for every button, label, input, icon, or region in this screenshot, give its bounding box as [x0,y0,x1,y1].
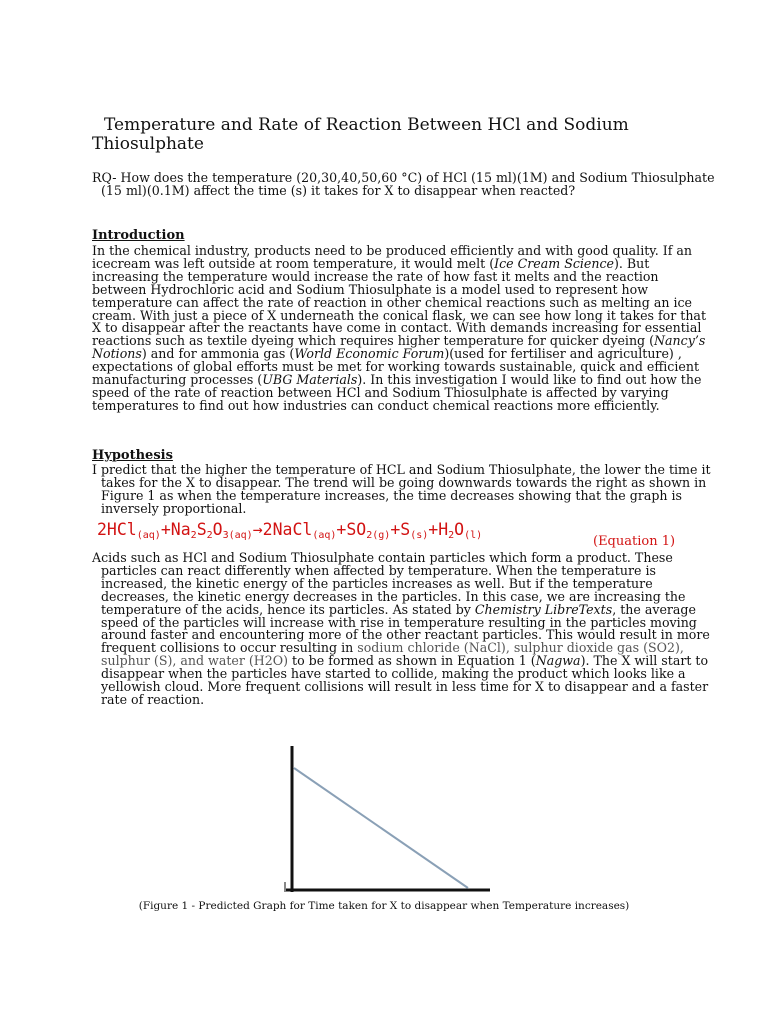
citation: Nancy’s Notions [92,333,706,362]
eq-state: (aq) [228,530,253,541]
eq-part: S [196,520,207,539]
eq-part: 2HCl [97,520,137,539]
hypothesis-heading: Hypothesis [92,448,173,463]
eq-sub: 2 [448,530,455,541]
hypothesis-paragraph: I predict that the higher the temperature of HCL and Sodium Thiosulphate, the lower the time it takes for the X to disappear. The trend will be going downwards towards the right as shown in Figure 1 as when the temperature increases, the time decreases showing that the graph is inversely proportional. [92,462,711,516]
eq-state: (aq) [136,530,161,541]
equation-label: (Equation 1) [593,534,676,549]
chemical-equation [97,520,482,541]
intro-text: ). But increasing the temperature would increase the rate of how fast it melts and the reaction between Hydrochloric acid and Sodium Thiosulphate is a model used to represent how temperature can affect the rate of reaction in other chemical reactions such as melting an ice cream. With just a piece of X underneath the conical flask, we can see how long it takes for that X to disappear after the reactants have come in contact. With demands increasing for essential reactions such as textile dyeing which requires higher temperature for quicker dyeing ( [92,255,707,349]
citation: Nagwa [535,653,581,669]
title-line-1: Temperature and Rate of Reaction Between HCl and Sodium [104,115,629,135]
intro-text: ). In this investigation I would like to find out how the speed of the rate of reaction between HCl and Sodium Thiosulphate is affected by varying temperatures to find out how industries can conduct chemical reactions more efficiently. [92,372,702,413]
research-question: RQ- How does the temperature (20,30,40,50,60 °C) of HCl (15 ml)(1M) and Sodium Thiosulphate (15 ml)(0.1M) affect the time (s) it takes for X to disappear when reacted? [92,170,715,198]
introduction-paragraph [92,245,714,413]
eq-part: +H [428,520,449,539]
eq-state: (g) [372,530,391,541]
eq-sub: 2 [366,530,373,541]
citation: World Economic Forum [294,346,445,362]
eq-part: +S [390,520,411,539]
eq-state: (l) [464,530,483,541]
intro-text: In the chemical industry, products need to be produced efficiently and with good quality. If an icecream was left outside at room temperature, it would melt ( [92,243,693,271]
eq-state: (s) [410,530,429,541]
intro-text: ) and for ammonia gas ( [141,346,295,362]
reasoning-text: Acids such as HCl and Sodium Thiosulphate contain particles which form a product. These particles can react differently when affected by temperature. When the temperature is increased, the kinetic energy of the particles increases as well. But if the temperature decreases, the kinetic energy decreases in the particles. In this case, we are increasing the temperature of the acids, hence its particles. As stated by [92,550,686,617]
figure-caption: (Figure 1 - Predicted Graph for Time taken for X to disappear when Temperature increases) [138,900,630,912]
citation: Chemistry LibreTexts [474,601,613,617]
eq-sub: 3 [222,530,229,541]
reasoning-text: , the average speed of the particles will increase with rise in temperature resulting in the particles moving around faster and encountering more of the other reactant particles. This would result in more frequent collisions to occur resulting in [101,601,710,656]
reasoning-text: to be formed as shown in Equation 1 ( [288,653,536,669]
eq-state: (aq) [312,530,337,541]
eq-part: →2NaCl [252,520,313,539]
products-text: sodium chloride (NaCl), sulphur dioxide gas (SO2), sulphur (S), and water (H2O) [101,640,684,669]
citation: Ice Cream Science [494,255,614,271]
title-line-2: Thiosulphate [92,134,204,154]
reasoning-paragraph [92,552,723,707]
eq-sub: 2 [206,530,213,541]
eq-sub: 2 [190,530,197,541]
intro-text: )(used for fertiliser and agriculture) , expectations of global efforts must be met for working towards sustainable, quick and efficient manufacturing processes ( [92,346,700,388]
predicted-graph [284,744,494,896]
eq-part: +SO [336,520,367,539]
eq-part: O [212,520,223,539]
citation: UBG Materials [262,372,358,388]
introduction-heading: Introduction [92,228,185,243]
eq-part: O [454,520,465,539]
page-title [92,116,692,154]
reasoning-text: ). The X will start to disappear when the particles have started to collide, making the product which looks like a yellowish cloud. More frequent collisions will result in less time for X to disappear and a faster rate of reaction. [101,653,709,707]
eq-part: +Na [160,520,191,539]
trend-line [294,768,468,888]
